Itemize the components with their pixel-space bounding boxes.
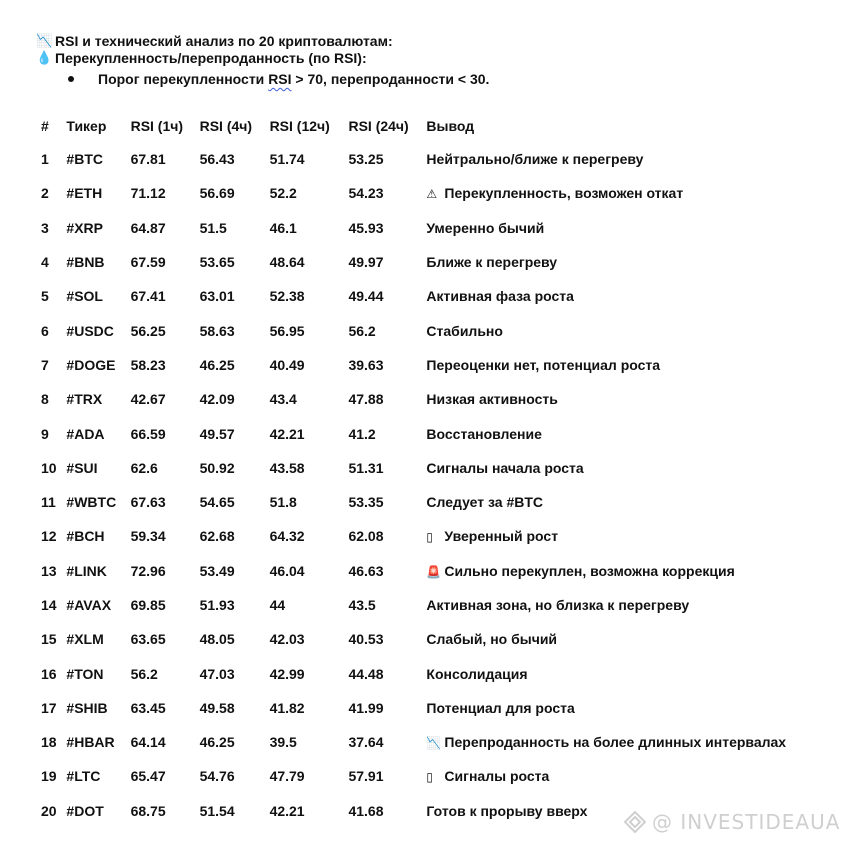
row-number: 12 <box>41 528 57 545</box>
row-rsi-4h: 56.43 <box>199 151 235 168</box>
row-conclusion <box>426 211 862 245</box>
row-rsi-24h: 62.08 <box>348 528 384 545</box>
header-conclusion: Вывод <box>426 118 475 134</box>
row-ticker: #DOGE <box>66 356 116 373</box>
row-rsi-24h: 49.44 <box>348 288 384 305</box>
row-rsi-24h: 37.64 <box>348 734 384 751</box>
row-rsi-4h: 51.5 <box>199 219 227 236</box>
row-conclusion <box>426 759 862 793</box>
table-row <box>36 588 862 622</box>
row-ticker: #SOL <box>66 288 103 305</box>
row-conclusion-text: Перепроданность на более длинных интервалах <box>444 734 787 751</box>
table-row <box>36 142 862 176</box>
row-rsi-1h: 56.25 <box>130 322 166 339</box>
row-rsi-1h: 63.65 <box>130 631 166 648</box>
row-rsi-1h: 71.12 <box>130 185 166 202</box>
row-conclusion <box>426 142 862 176</box>
table-row <box>36 485 862 519</box>
row-rsi-12h: 40.49 <box>269 356 305 373</box>
row-rsi-4h: 62.68 <box>199 528 235 545</box>
row-conclusion <box>426 382 862 416</box>
row-ticker: #HBAR <box>66 734 115 751</box>
chart-down-icon: 📉 <box>426 736 442 751</box>
row-rsi-12h: 64.32 <box>269 528 305 545</box>
row-conclusion <box>426 451 862 485</box>
row-conclusion-text: Потенциал для роста <box>426 699 575 716</box>
row-ticker: #WBTC <box>66 494 117 511</box>
header-rsi-12h: RSI (12ч) <box>269 118 330 134</box>
row-conclusion <box>426 176 862 210</box>
row-conclusion <box>426 519 862 553</box>
row-number: 10 <box>41 459 57 476</box>
watermark <box>624 810 840 834</box>
row-conclusion-text: Следует за #BTC <box>426 494 544 511</box>
row-number: 1 <box>41 151 49 168</box>
header-number: # <box>41 118 49 134</box>
bullet-suffix: > 70, перепроданности < 30. <box>291 71 490 87</box>
row-rsi-24h: 53.25 <box>348 151 384 168</box>
row-number: 20 <box>41 802 57 819</box>
row-rsi-12h: 42.99 <box>269 665 305 682</box>
row-rsi-24h: 49.97 <box>348 254 384 271</box>
row-rsi-12h: 52.38 <box>269 288 305 305</box>
row-number: 15 <box>41 631 57 648</box>
row-conclusion <box>426 313 862 347</box>
row-rsi-1h: 64.14 <box>130 734 166 751</box>
table-row <box>36 211 862 245</box>
row-rsi-24h: 40.53 <box>348 631 384 648</box>
row-ticker: #LINK <box>66 562 107 579</box>
row-rsi-1h: 68.75 <box>130 802 166 819</box>
row-ticker: #TON <box>66 665 104 682</box>
row-rsi-12h: 47.79 <box>269 768 305 785</box>
row-rsi-4h: 49.57 <box>199 425 235 442</box>
table-row <box>36 691 862 725</box>
table-body <box>36 142 862 828</box>
table-row <box>36 759 862 793</box>
row-rsi-1h: 64.87 <box>130 219 166 236</box>
row-conclusion-text: Перекупленность, возможен откат <box>444 185 684 202</box>
rsi-table <box>36 110 862 828</box>
row-conclusion <box>426 245 862 279</box>
row-ticker: #AVAX <box>66 597 112 613</box>
row-rsi-1h: 67.81 <box>130 151 166 168</box>
row-number: 6 <box>41 322 49 339</box>
row-conclusion-text: Активная зона, но близка к перегреву <box>426 597 690 613</box>
table-row <box>36 313 862 347</box>
row-rsi-4h: 54.65 <box>199 494 235 511</box>
row-conclusion-text: Слабый, но бычий <box>426 631 558 648</box>
table-row <box>36 416 862 450</box>
table-row <box>36 725 862 759</box>
row-conclusion-text: Низкая активность <box>426 391 558 408</box>
row-rsi-24h: 44.48 <box>348 665 384 682</box>
row-conclusion <box>426 554 862 588</box>
row-rsi-4h: 53.65 <box>199 254 235 271</box>
bullet-dot-icon <box>68 76 74 82</box>
row-rsi-1h: 67.63 <box>130 494 166 511</box>
row-conclusion <box>426 588 862 622</box>
row-rsi-24h: 56.2 <box>348 322 376 339</box>
row-rsi-4h: 51.54 <box>199 802 235 819</box>
row-conclusion-text: Уверенный рост <box>444 528 559 545</box>
row-rsi-24h: 57.91 <box>348 768 384 785</box>
row-rsi-12h: 42.21 <box>269 802 305 819</box>
row-conclusion-text: Готов к прорыву вверх <box>426 802 588 819</box>
row-rsi-4h: 51.93 <box>199 597 235 613</box>
row-rsi-1h: 62.6 <box>130 459 158 476</box>
row-number: 14 <box>41 597 57 613</box>
row-conclusion <box>426 691 862 725</box>
row-rsi-24h: 39.63 <box>348 356 384 373</box>
investidea-logo-icon <box>624 811 646 833</box>
warning-icon: ⚠ <box>426 187 438 202</box>
drop-icon: 💧 <box>36 51 53 66</box>
row-rsi-1h: 66.59 <box>130 425 166 442</box>
row-number: 8 <box>41 391 49 408</box>
document-header <box>36 33 393 67</box>
row-ticker: #XLM <box>66 631 104 648</box>
row-rsi-4h: 49.58 <box>199 699 235 716</box>
row-conclusion <box>426 725 862 759</box>
row-rsi-24h: 41.68 <box>348 802 384 819</box>
table-row <box>36 176 862 210</box>
row-conclusion-text: Сильно перекуплен, возможна коррекция <box>444 562 735 579</box>
row-rsi-4h: 58.63 <box>199 322 235 339</box>
header-rsi-4h: RSI (4ч) <box>199 118 253 134</box>
row-number: 2 <box>41 185 49 202</box>
row-number: 19 <box>41 768 57 785</box>
row-number: 11 <box>41 494 56 511</box>
row-conclusion-text: Восстановление <box>426 425 542 442</box>
row-rsi-1h: 65.47 <box>130 768 166 785</box>
watermark-text: @ INVESTIDEAUA <box>652 810 841 834</box>
table-header-row <box>36 110 862 142</box>
row-number: 13 <box>41 562 57 579</box>
row-rsi-12h: 39.5 <box>269 734 297 751</box>
row-conclusion-text: Нейтрально/ближе к перегреву <box>426 151 644 168</box>
row-rsi-12h: 43.4 <box>269 391 297 408</box>
table-row <box>36 519 862 553</box>
alarm-icon: 🚨 <box>426 564 442 579</box>
row-conclusion-text: Активная фаза роста <box>426 288 574 305</box>
missing-glyph-icon: ▯ <box>426 530 434 545</box>
row-rsi-12h: 51.8 <box>269 494 297 511</box>
row-rsi-1h: 72.96 <box>130 562 166 579</box>
row-rsi-1h: 59.34 <box>130 528 166 545</box>
row-rsi-12h: 56.95 <box>269 322 305 339</box>
row-rsi-24h: 54.23 <box>348 185 384 202</box>
chart-down-icon: 📉 <box>36 34 53 49</box>
row-conclusion <box>426 622 862 656</box>
table-row <box>36 382 862 416</box>
row-number: 18 <box>41 734 57 751</box>
row-conclusion-text: Переоценки нет, потенциал роста <box>426 356 661 373</box>
row-rsi-4h: 48.05 <box>199 631 235 648</box>
row-rsi-4h: 63.01 <box>199 288 235 305</box>
row-ticker: #SHIB <box>66 699 108 716</box>
row-ticker: #BNB <box>66 254 105 271</box>
row-rsi-1h: 56.2 <box>130 665 158 682</box>
header-rsi-1h: RSI (1ч) <box>130 118 184 134</box>
table-row <box>36 245 862 279</box>
row-rsi-24h: 47.88 <box>348 391 384 408</box>
row-ticker: #LTC <box>66 768 101 785</box>
row-ticker: #ETH <box>66 185 103 202</box>
row-conclusion-text: Умеренно бычий <box>426 219 545 236</box>
row-rsi-12h: 46.1 <box>269 219 297 236</box>
header-rsi-24h: RSI (24ч) <box>348 118 409 134</box>
title-line <box>36 33 393 50</box>
row-conclusion <box>426 656 862 690</box>
row-number: 16 <box>41 665 57 682</box>
table-row <box>36 622 862 656</box>
row-conclusion <box>426 279 862 313</box>
row-rsi-24h: 45.93 <box>348 219 384 236</box>
row-conclusion-text: Сигналы роста <box>444 768 550 785</box>
row-rsi-4h: 47.03 <box>199 665 235 682</box>
row-ticker: #USDC <box>66 322 114 339</box>
row-ticker: #ADA <box>66 425 105 442</box>
document-title: RSI и технический анализ по 20 криптовалютам: <box>55 33 393 49</box>
row-rsi-12h: 52.2 <box>269 185 297 202</box>
row-ticker: #BTC <box>66 151 103 168</box>
row-conclusion <box>426 416 862 450</box>
row-rsi-24h: 43.5 <box>348 597 376 613</box>
table-row <box>36 656 862 690</box>
table-row <box>36 451 862 485</box>
row-conclusion-text: Консолидация <box>426 665 528 682</box>
row-conclusion-text: Стабильно <box>426 322 503 339</box>
row-number: 7 <box>41 356 49 373</box>
row-rsi-12h: 42.21 <box>269 425 305 442</box>
row-rsi-12h: 41.82 <box>269 699 305 716</box>
row-rsi-12h: 46.04 <box>269 562 305 579</box>
missing-glyph-icon: ▯ <box>426 770 434 785</box>
bullet-rsi-word: RSI <box>268 71 292 87</box>
table-row <box>36 554 862 588</box>
row-rsi-4h: 53.49 <box>199 562 235 579</box>
row-rsi-24h: 46.63 <box>348 562 384 579</box>
row-rsi-12h: 42.03 <box>269 631 305 648</box>
row-conclusion-text: Сигналы начала роста <box>426 459 584 476</box>
row-rsi-24h: 51.31 <box>348 459 384 476</box>
row-rsi-12h: 48.64 <box>269 254 305 271</box>
row-number: 3 <box>41 219 49 236</box>
subtitle-line <box>36 50 393 67</box>
document-subtitle: Перекупленность/перепроданность (по RSI): <box>55 50 367 66</box>
row-rsi-4h: 56.69 <box>199 185 235 202</box>
row-rsi-1h: 67.41 <box>130 288 166 305</box>
row-number: 5 <box>41 288 49 305</box>
row-ticker: #DOT <box>66 802 104 819</box>
row-rsi-1h: 42.67 <box>130 391 166 408</box>
row-number: 4 <box>41 254 49 271</box>
row-rsi-12h: 51.74 <box>269 151 305 168</box>
row-rsi-1h: 58.23 <box>130 356 166 373</box>
row-rsi-24h: 41.99 <box>348 699 384 716</box>
bullet-prefix: Порог перекупленности <box>98 71 269 87</box>
header-ticker: Тикер <box>66 118 107 134</box>
row-rsi-1h: 63.45 <box>130 699 166 716</box>
table-row <box>36 348 862 382</box>
row-rsi-24h: 53.35 <box>348 494 384 511</box>
row-ticker: #XRP <box>66 219 103 236</box>
row-rsi-4h: 50.92 <box>199 459 235 476</box>
row-rsi-12h: 44 <box>269 597 286 613</box>
row-number: 9 <box>41 425 49 442</box>
row-conclusion <box>426 485 862 519</box>
row-rsi-12h: 43.58 <box>269 459 305 476</box>
row-rsi-4h: 46.25 <box>199 356 235 373</box>
table-row <box>36 279 862 313</box>
row-rsi-4h: 54.76 <box>199 768 235 785</box>
row-conclusion <box>426 348 862 382</box>
threshold-bullet <box>68 71 489 87</box>
row-ticker: #BCH <box>66 528 105 545</box>
row-rsi-4h: 46.25 <box>199 734 235 751</box>
row-rsi-1h: 67.59 <box>130 254 166 271</box>
row-rsi-1h: 69.85 <box>130 597 166 613</box>
row-number: 17 <box>41 699 57 716</box>
row-conclusion-text: Ближе к перегреву <box>426 254 558 271</box>
row-ticker: #SUI <box>66 459 98 476</box>
row-rsi-4h: 42.09 <box>199 391 235 408</box>
row-rsi-24h: 41.2 <box>348 425 376 442</box>
row-ticker: #TRX <box>66 391 103 408</box>
